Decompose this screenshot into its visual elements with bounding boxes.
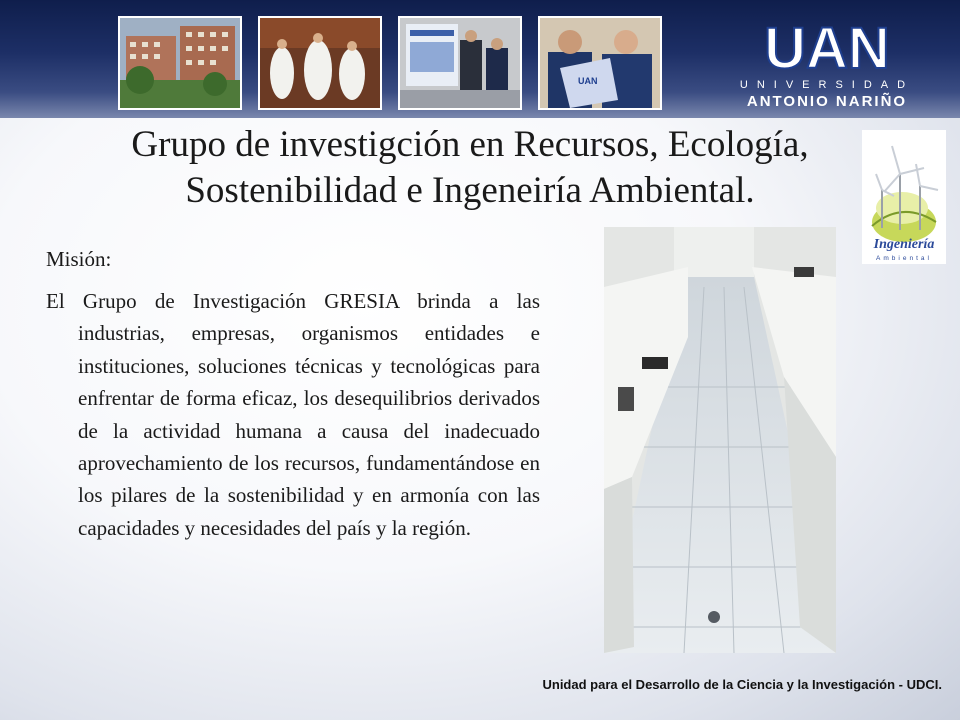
uan-logo-line1: UNIVERSIDAD [739,79,915,91]
uan-logo-mark: UAN [764,20,890,81]
slide-title: Grupo de investigción en Recursos, Ecología, Sostenibilidad e Ingeneiría Ambiental. [131,124,809,211]
svg-text:UAN: UAN [578,76,598,86]
dancers-photo [258,16,382,110]
side-logo-line1: Ingeniería [873,237,935,252]
uan-logo-line2: ANTONIO NARIÑO [746,93,908,110]
header-banner [0,0,960,118]
laboratory-photo [604,227,836,653]
mission-paragraph: El Grupo de Investigación GRESIA brinda a las industrias, empresas, organismos entidades e instituciones, soluciones técnicas y tecnológicas para enfrentar de forma eficaz, los desequilibrios derivados de la actividad humana a causa del inadecuado aprovechamiento de los recursos, fundamentándose en los pilares de la sostenibilidad y en armonía con las capacidades y necesidades del país y la región. [46,289,540,540]
ingenieria-ambiental-logo [862,130,946,264]
mission-heading: Misión: [46,247,112,271]
footer-text: Unidad para el Desarrollo de la Ciencia y la Investigación - UDCI. [542,677,942,692]
students-poster-photo [398,16,522,110]
students-reading-photo [538,16,662,110]
side-logo-line2: Ambiental [876,255,932,262]
uan-logo [725,20,930,110]
campus-buildings-photo [118,16,242,110]
